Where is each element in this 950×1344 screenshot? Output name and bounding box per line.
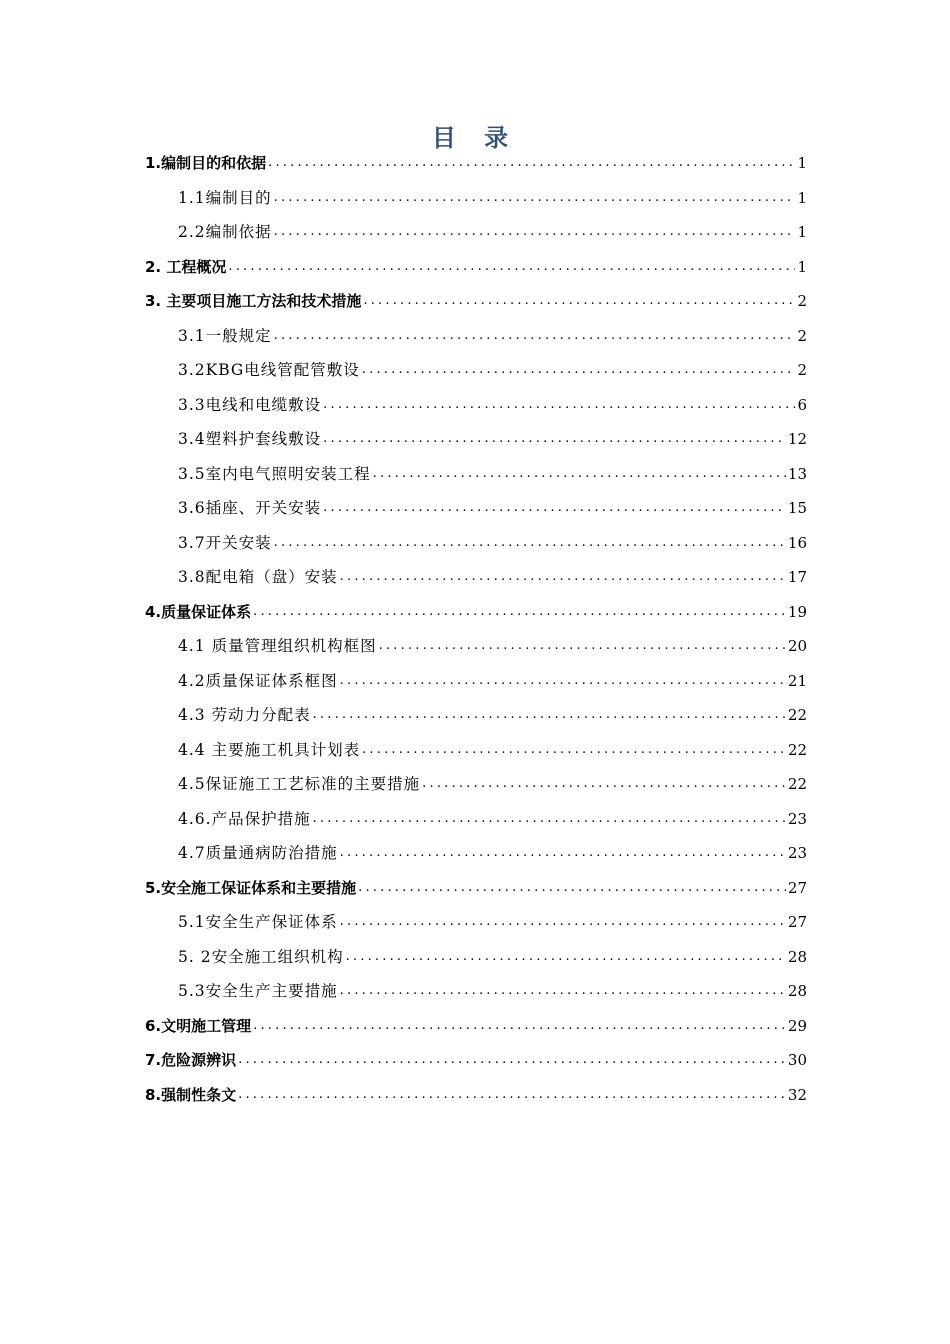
toc-entry[interactable] <box>145 1043 807 1078</box>
toc-entry-page-number: 13 <box>787 464 807 483</box>
toc-entry[interactable] <box>145 250 807 285</box>
toc-entry-label: 2.2编制依据 <box>178 223 272 241</box>
toc-dot-leader <box>373 457 786 492</box>
toc-entry-page-number: 17 <box>787 568 807 586</box>
toc-entry-label: 5. 2安全施工组织机构 <box>178 947 344 966</box>
toc-entry[interactable] <box>145 974 807 1009</box>
toc-entry[interactable] <box>145 836 807 871</box>
toc-dot-leader <box>323 388 795 423</box>
toc-entry-label: 3.8配电箱（盘）安装 <box>178 568 338 586</box>
toc-dot-leader <box>274 215 796 250</box>
toc-entry-page-number: 28 <box>787 947 807 966</box>
toc-entry-label: 4.6.产品保护措施 <box>178 809 311 828</box>
toc-entry-page-number: 19 <box>787 602 807 621</box>
toc-entry[interactable] <box>145 215 807 250</box>
toc-entry-label: 7.危险源辨识 <box>145 1051 237 1069</box>
toc-entry[interactable] <box>145 767 807 802</box>
toc-entry-label: 5.3安全生产主要措施 <box>178 982 338 1000</box>
toc-entry[interactable] <box>145 802 807 837</box>
toc-entry-page-number: 23 <box>787 809 807 828</box>
toc-dot-leader <box>313 802 786 837</box>
toc-entry[interactable] <box>145 181 807 216</box>
toc-entry-label: 4.7质量通病防治措施 <box>178 844 338 862</box>
toc-entry-label: 8.强制性条文 <box>145 1085 237 1104</box>
toc-entry[interactable] <box>145 664 807 699</box>
toc-entry[interactable] <box>145 940 807 975</box>
toc-dot-leader <box>323 491 786 526</box>
table-of-contents <box>145 146 807 1112</box>
toc-entry-label: 4.质量保证体系 <box>145 602 252 621</box>
toc-entry[interactable] <box>145 733 807 768</box>
toc-entry-label: 1.编制目的和依据 <box>145 154 267 172</box>
toc-dot-leader <box>346 940 786 975</box>
toc-entry-label: 5.安全施工保证体系和主要措施 <box>145 878 357 897</box>
toc-dot-leader <box>422 767 786 802</box>
toc-entry-page-number: 22 <box>787 775 807 793</box>
toc-entry-label: 3. 主要项目施工方法和技术措施 <box>145 292 362 310</box>
toc-entry-label: 4.5保证施工工艺标准的主要措施 <box>178 775 421 793</box>
toc-entry-page-number: 15 <box>787 499 807 517</box>
toc-entry-label: 5.1安全生产保证体系 <box>178 913 338 931</box>
toc-entry-page-number: 32 <box>787 1085 807 1104</box>
toc-entry-page-number: 27 <box>787 878 807 897</box>
toc-entry-label: 1.1编制目的 <box>178 188 272 207</box>
toc-entry-label: 4.2质量保证体系框图 <box>178 671 338 690</box>
toc-entry-page-number: 22 <box>787 706 807 724</box>
toc-dot-leader <box>238 1078 786 1113</box>
toc-entry-page-number: 23 <box>787 844 807 862</box>
toc-entry-label: 3.4塑料护套线敷设 <box>178 430 322 448</box>
toc-entry-label: 3.7开关安装 <box>178 533 272 552</box>
toc-entry[interactable] <box>145 353 807 388</box>
toc-dot-leader <box>379 629 786 664</box>
toc-entry-label: 3.2KBG电线管配管敷设 <box>178 361 360 379</box>
toc-entry[interactable] <box>145 629 807 664</box>
toc-dot-leader <box>340 905 786 940</box>
toc-entry[interactable] <box>145 1078 807 1113</box>
toc-entry-page-number: 29 <box>787 1016 807 1035</box>
toc-entry-page-number: 16 <box>787 533 807 552</box>
toc-entry[interactable] <box>145 457 807 492</box>
toc-entry[interactable] <box>145 146 807 181</box>
toc-entry-page-number: 2 <box>797 326 807 345</box>
toc-entry-page-number: 1 <box>797 223 807 241</box>
toc-entry-label: 3.1一般规定 <box>178 326 272 345</box>
toc-dot-leader <box>363 284 795 319</box>
toc-entry-page-number: 6 <box>797 395 807 414</box>
toc-dot-leader <box>362 353 796 388</box>
toc-entry[interactable] <box>145 698 807 733</box>
toc-entry-label: 4.3 劳动力分配表 <box>178 706 311 724</box>
toc-entry[interactable] <box>145 905 807 940</box>
toc-entry-page-number: 1 <box>797 188 807 207</box>
toc-entry[interactable] <box>145 526 807 561</box>
toc-entry[interactable] <box>145 1009 807 1044</box>
toc-dot-leader <box>362 733 786 768</box>
toc-entry[interactable] <box>145 595 807 630</box>
toc-entry-page-number: 12 <box>787 430 807 448</box>
toc-dot-leader <box>313 698 786 733</box>
toc-entry-label: 3.3电线和电缆敷设 <box>178 395 322 414</box>
toc-entry[interactable] <box>145 491 807 526</box>
toc-dot-leader <box>268 146 795 181</box>
toc-entry[interactable] <box>145 422 807 457</box>
toc-entry-page-number: 2 <box>797 361 807 379</box>
toc-entry-page-number: 1 <box>797 257 807 276</box>
toc-entry[interactable] <box>145 560 807 595</box>
toc-entry-page-number: 21 <box>787 671 807 690</box>
toc-dot-leader <box>238 1043 786 1078</box>
toc-entry-page-number: 27 <box>787 913 807 931</box>
toc-entry-page-number: 20 <box>787 637 807 655</box>
toc-entry[interactable] <box>145 388 807 423</box>
toc-entry-label: 3.5室内电气照明安装工程 <box>178 464 371 483</box>
toc-entry-label: 4.1 质量管理组织机构框图 <box>178 637 377 655</box>
toc-entry-page-number: 1 <box>797 154 807 172</box>
toc-entry[interactable] <box>145 284 807 319</box>
toc-dot-leader <box>253 595 786 630</box>
toc-dot-leader <box>358 871 786 906</box>
toc-entry[interactable] <box>145 319 807 354</box>
toc-dot-leader <box>340 664 786 699</box>
toc-dot-leader <box>253 1009 786 1044</box>
toc-entry-label: 6.文明施工管理 <box>145 1016 252 1035</box>
toc-dot-leader <box>340 974 786 1009</box>
toc-dot-leader <box>274 319 796 354</box>
toc-entry-page-number: 30 <box>787 1051 807 1069</box>
toc-entry-label: 2. 工程概况 <box>145 257 227 276</box>
toc-dot-leader <box>340 560 786 595</box>
toc-dot-leader <box>340 836 786 871</box>
toc-entry[interactable] <box>145 871 807 906</box>
toc-dot-leader <box>228 250 795 285</box>
toc-title: 目 录 <box>431 124 519 152</box>
toc-dot-leader <box>274 181 796 216</box>
toc-entry-label: 3.6插座、开关安装 <box>178 499 322 517</box>
toc-dot-leader <box>274 526 786 561</box>
toc-entry-label: 4.4 主要施工机具计划表 <box>178 740 361 759</box>
toc-dot-leader <box>323 422 786 457</box>
toc-entry-page-number: 2 <box>797 292 807 310</box>
toc-entry-page-number: 28 <box>787 982 807 1000</box>
toc-entry-page-number: 22 <box>787 740 807 759</box>
